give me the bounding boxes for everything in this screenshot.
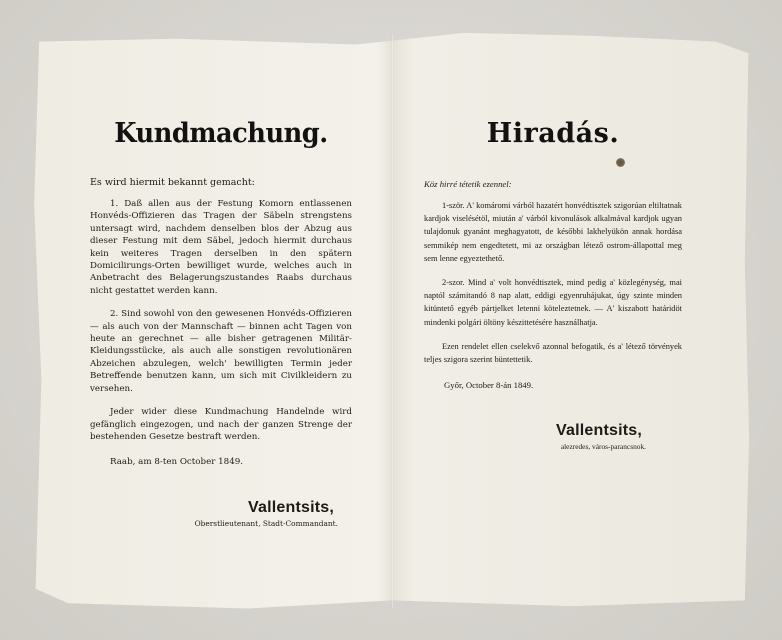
- hungarian-paragraph-3: Ezen rendelet ellen cselekvő azonnal befogatik, és a' létező törvények teljes szigora szerint büntettetik.: [424, 341, 682, 365]
- center-fold: [391, 34, 394, 608]
- hungarian-signature-name: Vallentsits,: [556, 422, 642, 440]
- hungarian-title: Hiradás.: [486, 118, 620, 149]
- german-title: Kundmachung.: [114, 118, 328, 149]
- hungarian-date: Győr, October 8-án 1849.: [444, 380, 534, 391]
- hungarian-signature-title: alezredes, város-parancsnok.: [560, 442, 646, 452]
- german-paragraph-3: Jeder wider diese Kundmachung Handelnde wird gefänglich eingezogen, und nach der ganzen Strenge der bestehenden Gesetze bestraft werden.: [90, 407, 352, 442]
- german-intro: Es wird hiermit bekannt gemacht:: [90, 177, 255, 188]
- german-date: Raab, am 8-ten October 1849.: [110, 457, 244, 468]
- hungarian-notice: [424, 118, 682, 451]
- german-notice: [90, 118, 352, 528]
- hungarian-paragraph-1: 1-ször. A' komáromi várból hazatért honvédtisztek szigorúan eltiltatnak kardjok viselésétöl, miután a' várból kivonulások alkalmával kardjok ugyan tulajdonuk gyanánt meghagyatott, de későbbi lakhelyükön annak hordása semmikép nem engedtetett, mi az országban létező ostrom-állapottal meg sem lenne egyeztethető.: [424, 201, 682, 263]
- german-signature-title: Oberstlieutenant, Stadt-Commandant.: [194, 519, 338, 529]
- hungarian-intro: Köz hirré tétetik ezennel:: [424, 179, 512, 189]
- german-signature-name: Vallentsits,: [248, 499, 334, 517]
- hungarian-paragraph-2: 2-szor. Mind a' volt honvédtisztek, mind pedig a' közlegénység, mai naptól számitandó 8 nap alatt, eddigi egyenruhájukat, úgy szinte minden kitüntető egyéb pártjelket letenni köteleztetnek. — A' kiszabott határidöt mindenki polgári öltöny készittetésére használhatja.: [424, 278, 682, 327]
- german-paragraph-1: 1. Daß allen aus der Festung Komorn entlassenen Honvéds-Offizieren das Tragen der Säbeln strengstens untersagt wird, nachdem denselben blos der Abzug aus dieser Festung mit dem Säbel, jedoch hiermit durchaus kein weiteres Tragen derselben in den spätern Domicilirungs-Orten bewilliget wurde, welches auch in Anbetracht des Belagerungszustandes Raabs durchaus nicht gestattet werden kann.: [90, 199, 352, 296]
- german-paragraph-2: 2. Sind sowohl von den gewesenen Honvéds-Offizieren — als auch von der Mannschaft — binnen acht Tagen von heute an gerechnet — alle bisher getragenen Militär-Kleidungsstücke, als auch alle sonstigen revolutionären Abzeichen abzulegen, welch' bewilligten Termin jeder Betreffende benutzen kann, um sich mit Civilkleidern zu versehen.: [90, 309, 352, 394]
